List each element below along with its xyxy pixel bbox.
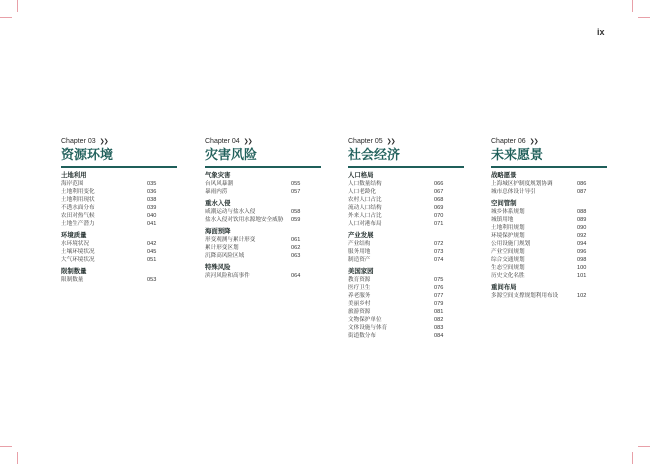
toc-entry-page: 069 xyxy=(434,205,444,211)
toc-entry-title: 滨河风险和高事件 xyxy=(205,273,250,279)
toc-entry-page: 087 xyxy=(577,189,587,195)
section-title: 人口格局 xyxy=(348,171,374,179)
page-number: ix xyxy=(597,27,605,37)
toc-entry-page: 041 xyxy=(147,221,157,227)
toc-entry[interactable] xyxy=(61,188,201,196)
double-chevron-icon: ❯❯ xyxy=(99,139,108,145)
toc-entry[interactable] xyxy=(348,300,488,308)
toc-entry[interactable] xyxy=(348,196,488,204)
toc-entry[interactable] xyxy=(348,332,488,340)
toc-entry-title: 土地生产潜力 xyxy=(61,221,95,227)
toc-entry-page: 088 xyxy=(577,209,587,215)
toc-entry-page: 071 xyxy=(434,221,444,227)
toc-entry[interactable] xyxy=(205,188,345,196)
toc-entry-page: 084 xyxy=(434,333,444,339)
toc-entry[interactable] xyxy=(491,272,631,280)
toc-entry-title: 沉降高风险区域 xyxy=(205,253,245,259)
crop-mark xyxy=(17,452,18,464)
toc-entry-page: 064 xyxy=(291,273,301,279)
toc-entry-title: 水环境状况 xyxy=(61,241,89,247)
section-title: 土地利用 xyxy=(61,171,87,179)
double-chevron-icon: ❯❯ xyxy=(243,139,252,145)
toc-entry[interactable] xyxy=(348,324,488,332)
chapter-number: Chapter 03 xyxy=(61,138,96,145)
toc-entry-title: 累计形变区划 xyxy=(205,245,239,251)
chapter-rule xyxy=(491,166,607,168)
toc-entry-page: 040 xyxy=(147,213,157,219)
toc-entry[interactable] xyxy=(348,292,488,300)
toc-entry-page: 058 xyxy=(291,209,301,215)
toc-entry-title: 人口对港布局 xyxy=(348,221,382,227)
toc-entry[interactable] xyxy=(348,204,488,212)
toc-entry-page: 068 xyxy=(434,197,444,203)
toc-entry[interactable] xyxy=(205,244,345,252)
toc-entry-title: 文体设施与体育 xyxy=(348,325,388,331)
crop-mark xyxy=(638,17,650,18)
toc-entry[interactable] xyxy=(348,180,488,188)
toc-entry-title: 土地利用规划 xyxy=(491,225,525,231)
toc-entry-page: 061 xyxy=(291,237,301,243)
toc-entry-title: 上海城区护制度规划协调 xyxy=(491,181,553,187)
toc-entry-title: 暴雨内涝 xyxy=(205,189,228,195)
toc-entry-page: 038 xyxy=(147,197,157,203)
toc-entry-title: 文物保护单位 xyxy=(348,317,382,323)
section-title: 重水入侵 xyxy=(205,199,231,207)
toc-entry-page: 076 xyxy=(434,285,444,291)
toc-entry-title: 美丽乡村 xyxy=(348,301,371,307)
toc-entry[interactable] xyxy=(61,196,201,204)
crop-mark xyxy=(638,446,650,447)
chapter-number: Chapter 06 xyxy=(491,138,526,145)
toc-entry-page: 051 xyxy=(147,257,157,263)
chapter-title: 未来愿景 xyxy=(491,148,544,163)
toc-entry-page: 077 xyxy=(434,293,444,299)
chapter-rule xyxy=(205,166,321,168)
section-title: 气象灾害 xyxy=(205,171,231,179)
toc-entry-title: 公用设施门规划 xyxy=(491,241,531,247)
toc-entry[interactable] xyxy=(61,204,201,212)
toc-entry-page: 036 xyxy=(147,189,157,195)
toc-entry-page: 082 xyxy=(434,317,444,323)
toc-entry-page: 059 xyxy=(291,217,301,223)
toc-entry-title: 医疗卫生 xyxy=(348,285,371,291)
toc-entry-page: 045 xyxy=(147,249,157,255)
section-title: 战略愿景 xyxy=(491,171,517,179)
toc-entry-page: 035 xyxy=(147,181,157,187)
section-title: 产业发展 xyxy=(348,231,374,239)
toc-entry[interactable] xyxy=(491,188,631,196)
toc-entry-title: 综合交通规划 xyxy=(491,257,525,263)
toc-entry-title: 流动人口结构 xyxy=(348,205,382,211)
chapter-rule xyxy=(61,166,177,168)
toc-entry[interactable] xyxy=(348,220,488,228)
toc-entry[interactable] xyxy=(205,180,345,188)
toc-entry-title: 教育资源 xyxy=(348,277,371,283)
toc-entry-page: 083 xyxy=(434,325,444,331)
toc-entry[interactable] xyxy=(348,256,488,264)
chapter-label xyxy=(61,137,201,146)
toc-entry-page: 066 xyxy=(434,181,444,187)
toc-entry-title: 人口数量结构 xyxy=(348,181,382,187)
toc-entry-page: 072 xyxy=(434,241,444,247)
toc-entry-page: 090 xyxy=(577,225,587,231)
section-title: 特殊风险 xyxy=(205,263,231,271)
toc-entry-page: 092 xyxy=(577,233,587,239)
toc-entry-page: 073 xyxy=(434,249,444,255)
toc-entry[interactable] xyxy=(491,264,631,272)
chapter-column xyxy=(348,137,488,340)
toc-entry-page: 042 xyxy=(147,241,157,247)
chapter-rule xyxy=(348,166,464,168)
toc-entry[interactable] xyxy=(348,316,488,324)
toc-entry[interactable] xyxy=(491,180,631,188)
toc-entry-title: 旅游资源 xyxy=(348,309,371,315)
toc-entry-title: 城市总体设计导引 xyxy=(491,189,536,195)
toc-entry-title: 咸潮运动与盐水入侵 xyxy=(205,209,256,215)
toc-entry-title: 盐水入侵对饮用水源地安全威胁 xyxy=(205,217,284,223)
toc-entry[interactable] xyxy=(61,256,201,264)
section-title: 重间布局 xyxy=(491,283,517,291)
toc-entry-page: 057 xyxy=(291,189,301,195)
section-title: 海面预降 xyxy=(205,227,231,235)
toc-entry-title: 街道数分布 xyxy=(348,333,376,339)
toc-entry-page: 098 xyxy=(577,257,587,263)
toc-entry[interactable] xyxy=(348,284,488,292)
toc-entry-page: 094 xyxy=(577,241,587,247)
section-title: 美国家园 xyxy=(348,267,374,275)
toc-entry-title: 土地利用现状 xyxy=(61,197,95,203)
toc-entry-page: 053 xyxy=(147,277,157,283)
toc-entry-title: 养老服务 xyxy=(348,293,371,299)
chapter-column xyxy=(61,137,201,284)
toc-entry-title: 环境保护规划 xyxy=(491,233,525,239)
toc-entry-title: 农村人口占比 xyxy=(348,197,382,203)
toc-entry-title: 制造资产 xyxy=(348,257,371,263)
toc-entry[interactable] xyxy=(491,292,631,300)
toc-entry-title: 历史文化名胜 xyxy=(491,273,525,279)
toc-entry[interactable] xyxy=(61,180,201,188)
toc-entry-title: 限制数量 xyxy=(61,277,84,283)
chapter-column xyxy=(491,137,631,300)
toc-entry[interactable] xyxy=(61,276,201,284)
toc-entry-title: 人口老龄化 xyxy=(348,189,376,195)
toc-entry-title: 产业空间规划 xyxy=(491,249,525,255)
toc-entry-title: 不透水面分布 xyxy=(61,205,95,211)
toc-entry[interactable] xyxy=(491,224,631,232)
toc-entry-title: 产业结构 xyxy=(348,241,371,247)
double-chevron-icon: ❯❯ xyxy=(529,139,538,145)
toc-entry-title: 海岸范围 xyxy=(61,181,84,187)
toc-entry[interactable] xyxy=(205,216,345,224)
chapter-column xyxy=(205,137,345,280)
toc-entry-title: 城乡体系规划 xyxy=(491,209,525,215)
toc-entry-page: 086 xyxy=(577,181,587,187)
section-title: 空间管制 xyxy=(491,199,517,207)
chapter-label xyxy=(491,137,631,146)
toc-entry-title: 生态空间规划 xyxy=(491,265,525,271)
crop-mark xyxy=(0,446,12,447)
toc-entry[interactable] xyxy=(348,240,488,248)
chapter-title: 社会经济 xyxy=(348,148,401,163)
toc-entry-title: 农田对热气候 xyxy=(61,213,95,219)
toc-entry[interactable] xyxy=(348,276,488,284)
toc-entry[interactable] xyxy=(491,248,631,256)
toc-entry[interactable] xyxy=(61,240,201,248)
toc-entry-page: 096 xyxy=(577,249,587,255)
toc-entry-page: 102 xyxy=(577,293,587,299)
toc-entry-page: 067 xyxy=(434,189,444,195)
chapter-title: 灾害风险 xyxy=(205,148,258,163)
section-title: 限制数量 xyxy=(61,267,87,275)
section-title: 环境质量 xyxy=(61,231,87,239)
crop-mark xyxy=(0,17,12,18)
toc-entry[interactable] xyxy=(205,272,345,280)
crop-mark xyxy=(632,452,633,464)
chapter-number: Chapter 04 xyxy=(205,138,240,145)
toc-entry[interactable] xyxy=(205,252,345,260)
toc-entry[interactable] xyxy=(348,212,488,220)
toc-entry-page: 063 xyxy=(291,253,301,259)
toc-entry[interactable] xyxy=(348,308,488,316)
toc-entry[interactable] xyxy=(348,248,488,256)
chapter-label xyxy=(205,137,345,146)
toc-entry-title: 多源空间支撑规划利用布设 xyxy=(491,293,559,299)
toc-entry-title: 台风风暴潮 xyxy=(205,181,233,187)
chapter-label xyxy=(348,137,488,146)
toc-entry[interactable] xyxy=(205,208,345,216)
toc-entry[interactable] xyxy=(61,212,201,220)
toc-entry-page: 055 xyxy=(291,181,301,187)
toc-entry-page: 039 xyxy=(147,205,157,211)
toc-entry-page: 101 xyxy=(577,273,587,279)
toc-entry-page: 075 xyxy=(434,277,444,283)
toc-entry[interactable] xyxy=(61,248,201,256)
toc-entry-title: 土地利用变化 xyxy=(61,189,95,195)
toc-entry-title: 大气环境状况 xyxy=(61,257,95,263)
double-chevron-icon: ❯❯ xyxy=(386,139,395,145)
crop-mark xyxy=(632,0,633,12)
toc-entry[interactable] xyxy=(491,256,631,264)
toc-entry[interactable] xyxy=(491,240,631,248)
toc-entry-title: 外来人口占比 xyxy=(348,213,382,219)
toc-entry-title: 形变观测与累计形变 xyxy=(205,237,256,243)
toc-entry-page: 089 xyxy=(577,217,587,223)
toc-entry[interactable] xyxy=(491,232,631,240)
toc-entry[interactable] xyxy=(491,208,631,216)
toc-entry-page: 062 xyxy=(291,245,301,251)
toc-entry-page: 074 xyxy=(434,257,444,263)
chapter-number: Chapter 05 xyxy=(348,138,383,145)
toc-entry-page: 100 xyxy=(577,265,587,271)
crop-mark xyxy=(17,0,18,12)
toc-entry[interactable] xyxy=(205,236,345,244)
toc-entry[interactable] xyxy=(61,220,201,228)
toc-entry[interactable] xyxy=(491,216,631,224)
toc-entry-page: 081 xyxy=(434,309,444,315)
toc-entry-title: 土壤环境状况 xyxy=(61,249,95,255)
toc-entry-page: 079 xyxy=(434,301,444,307)
toc-entry-page: 070 xyxy=(434,213,444,219)
toc-entry-title: 城镇用地 xyxy=(491,217,514,223)
toc-entry[interactable] xyxy=(348,188,488,196)
chapter-title: 资源环境 xyxy=(61,148,114,163)
toc-entry-title: 服务用地 xyxy=(348,249,371,255)
